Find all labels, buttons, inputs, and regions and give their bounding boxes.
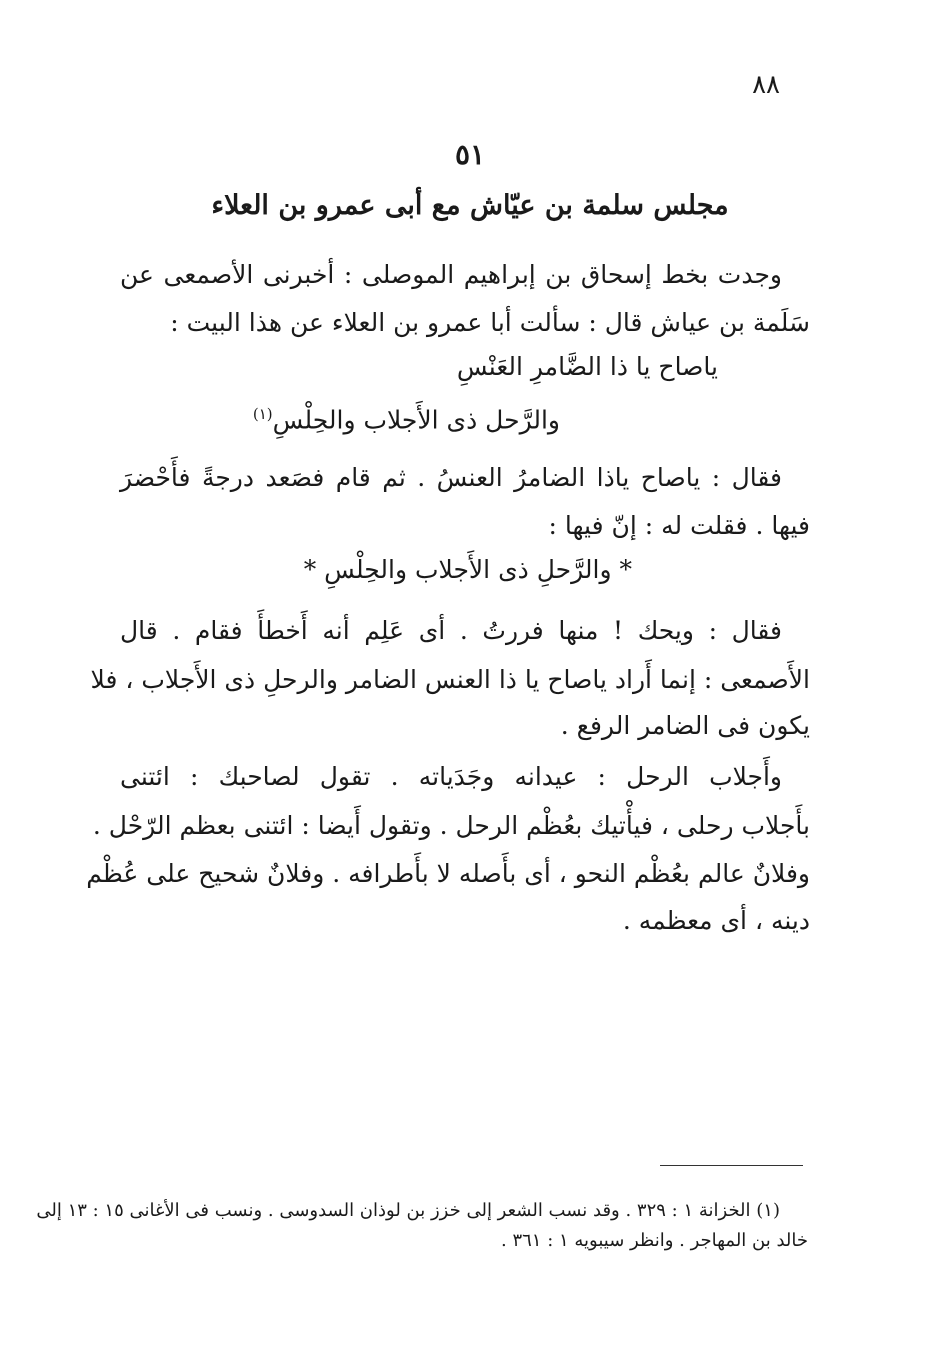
verse-1-line-2-text: والرَّحل ذى الأَجلاب والحِلْسِ — [272, 405, 560, 435]
paragraph-4-line-2: بأَجلاب رحلى ، فيأْتيك بعُظْم الرحل . وتقول أَيضا : ائتنى بعظم الرّحْل . — [92, 811, 810, 840]
footnote-separator — [660, 1165, 803, 1166]
footnote-marker: (١) — [252, 405, 273, 423]
section-title: مجلس سلمة بن عيّاش مع أبى عمرو بن العلاء — [211, 190, 729, 221]
paragraph-1-line-1: وجدت بخط إسحاق بن إبراهيم الموصلى : أخبرنى الأصمعى عن — [120, 260, 782, 289]
paragraph-1-line-2: سَلَمة بن عياش قال : سألت أبا عمرو بن العلاء عن هذا البيت : — [170, 308, 810, 337]
paragraph-2-line-2: فيها . فقلت له : إنّ فيها : — [548, 511, 810, 540]
paragraph-3-line-1: فقال : ويحك ! منها فررتُ . أى عَلِم أنه أَخطأَ فقام . قال — [120, 616, 782, 645]
paragraph-3-line-2: الأَصمعى : إنما أَراد ياصاح يا ذا العنس الضامر والرحلِ ذى الأَجلاب ، فلا — [90, 665, 810, 694]
paragraph-4-line-4: دينه ، أى معظمه . — [622, 906, 810, 935]
page-number: ٨٨ — [752, 70, 780, 100]
paragraph-2-line-1: فقال : ياصاح ياذا الضامرُ العنسُ . ثم قام فصَعد درجةً فأَحْضرَ — [120, 463, 782, 492]
paragraph-3-line-3: يكون فى الضامر الرفع . — [560, 711, 810, 740]
footnote-line-1: (١) الخزانة ١ : ٣٢٩ . وقد نسب الشعر إلى خزز بن لوذان السدوسى . ونسب فى الأغانى ١٥ : ١٣ إلى — [36, 1200, 780, 1221]
paragraph-4-line-3: وفلانٌ عالم بعُظْم النحو ، أى بأَصله لا بأَطرافه . وفلانٌ شحيح على عُظْم — [86, 859, 810, 888]
verse-1-line-1: ياصاح يا ذا الضَّامرِ العَنْسِ — [456, 352, 718, 381]
paragraph-4-line-1: وأَجلاب الرحل : عيدانه وجَدَياته . تقول لصاحبك : ائتنى — [120, 762, 782, 791]
verse-1-line-2 — [253, 397, 560, 437]
section-number: ٥١ — [454, 138, 486, 171]
footnote-line-2: خالد بن المهاجر . وانظر سيبويه ١ : ٣٦١ . — [501, 1230, 808, 1251]
verse-2: * والرَّحلِ ذى الأَجلاب والحِلْسِ * — [303, 555, 632, 584]
